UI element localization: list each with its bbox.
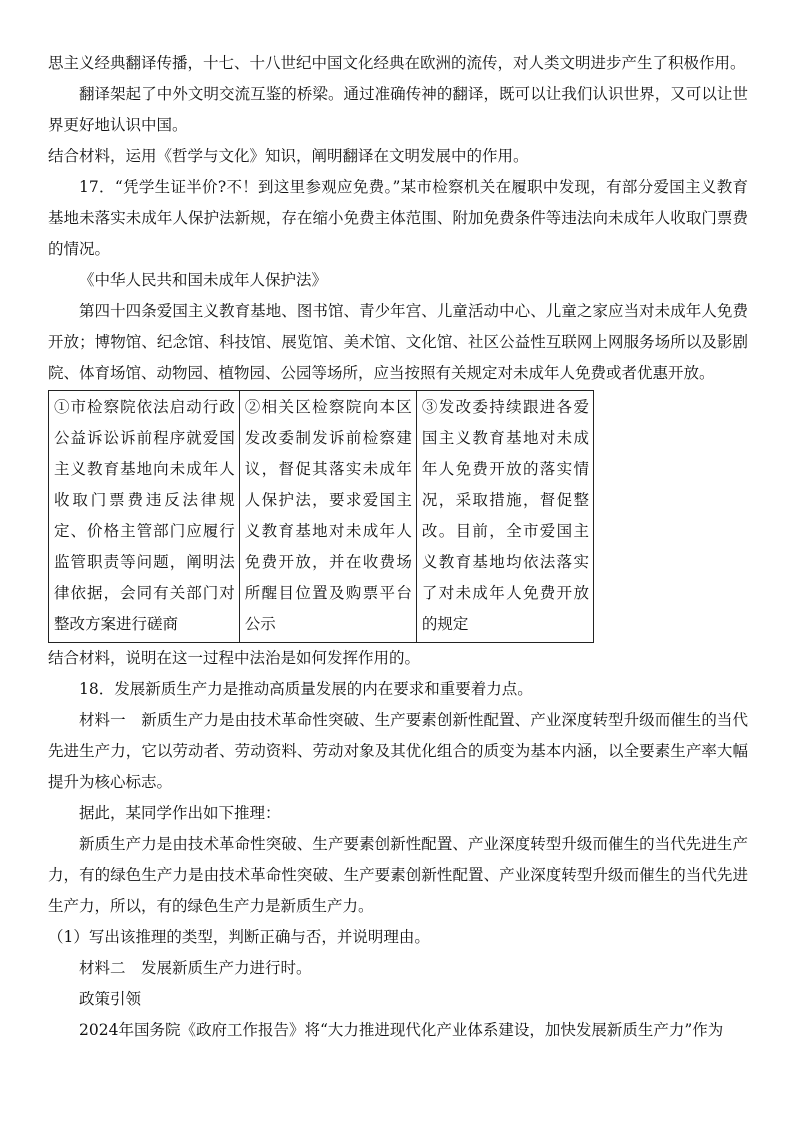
q17-process-table (48, 390, 594, 643)
q17-law-title: 《中华人民共和国未成年人保护法》 (79, 271, 328, 289)
q18-intro: 18．发展新质生产力是推动高质量发展的内在要求和重要着力点。 (79, 680, 533, 698)
q16-question: 结合材料，运用《哲学与文化》知识，阐明翻译在文明发展中的作用。 (48, 147, 529, 165)
q18-sub-question-1: （1）写出该推理的类型，判断正确与否，并说明理由。 (48, 928, 430, 946)
q17-question: 结合材料，说明在这一过程中法治是如何发挥作用的。 (48, 649, 421, 667)
table-row (49, 391, 594, 643)
q17-law-text: 第四十四条爱国主义教育基地、图书馆、青少年宫、儿童活动中心、儿童之家应当对未成年人免费开放；博物馆、纪念馆、科技馆、展览馆、美术馆、文化馆、社区公益性互联网上网服务场所以及影剧院、体育场馆、动物园、植物园、公园等场所，应当按照有关规定对未成年人免费或者优惠开放。 (48, 302, 748, 382)
q18-reasoning: 新质生产力是由技术革命性突破、生产要素创新性配置、产业深度转型升级而催生的当代先进生产力，有的绿色生产力是由技术革命性突破、生产要素创新性配置、产业深度转型升级而催生的当代先进生产力，所以，有的绿色生产力是新质生产力。 (48, 835, 748, 915)
table-cell-step-2: ②相关区检察院向本区发改委制发诉前检察建议，督促其落实未成年人保护法，要求爱国主义教育基地对未成年人免费开放，并在收费场所醒目位置及购票平台公示 (239, 391, 416, 643)
document-page (48, 48, 748, 1046)
q18-material-1: 材料一 新质生产力是由技术革命性突破、生产要素创新性配置、产业深度转型升级而催生的当代先进生产力，它以劳动者、劳动资料、劳动对象及其优化组合的质变为基本内涵，以全要素生产率大幅提升为核心标志。 (48, 711, 748, 791)
table-cell-step-3: ③发改委持续跟进各爱国主义教育基地对未成年人免费开放的落实情况，采取措施，督促整改。目前，全市爱国主义教育基地均依法落实了对未成年人免费开放的规定 (416, 391, 593, 643)
q18-reasoning-lead: 据此，某同学作出如下推理： (79, 804, 281, 822)
q18-material-2: 材料二 发展新质生产力进行时。 (79, 959, 312, 977)
q16-continued-line: 思主义经典翻译传播，十七、十八世纪中国文化经典在欧洲的流传，对人类文明进步产生了积极作用。 (48, 54, 746, 72)
q18-policy-title: 政策引领 (79, 990, 142, 1008)
q18-policy-text: 2024年国务院《政府工作报告》将“大力推进现代化产业体系建设，加快发展新质生产力”作为 (79, 1021, 724, 1039)
q16-material-paragraph: 翻译架起了中外文明交流互鉴的桥梁。通过准确传神的翻译，既可以让我们认识世界，又可以让世界更好地认识中国。 (48, 85, 748, 134)
table-cell-step-1: ①市检察院依法启动行政公益诉讼诉前程序就爱国主义教育基地向未成年人收取门票费违反法律规定、价格主管部门应履行监管职责等问题，阐明法律依据，会同有关部门对整改方案进行磋商 (49, 391, 240, 643)
q17-intro: 17．“凭学生证半价?不！到这里参观应免费。”某市检察机关在履职中发现，有部分爱国主义教育基地未落实未成年人保护法新规，存在缩小免费主体范围、附加免费条件等违法向未成年人收取门票费的情况。 (48, 178, 748, 258)
